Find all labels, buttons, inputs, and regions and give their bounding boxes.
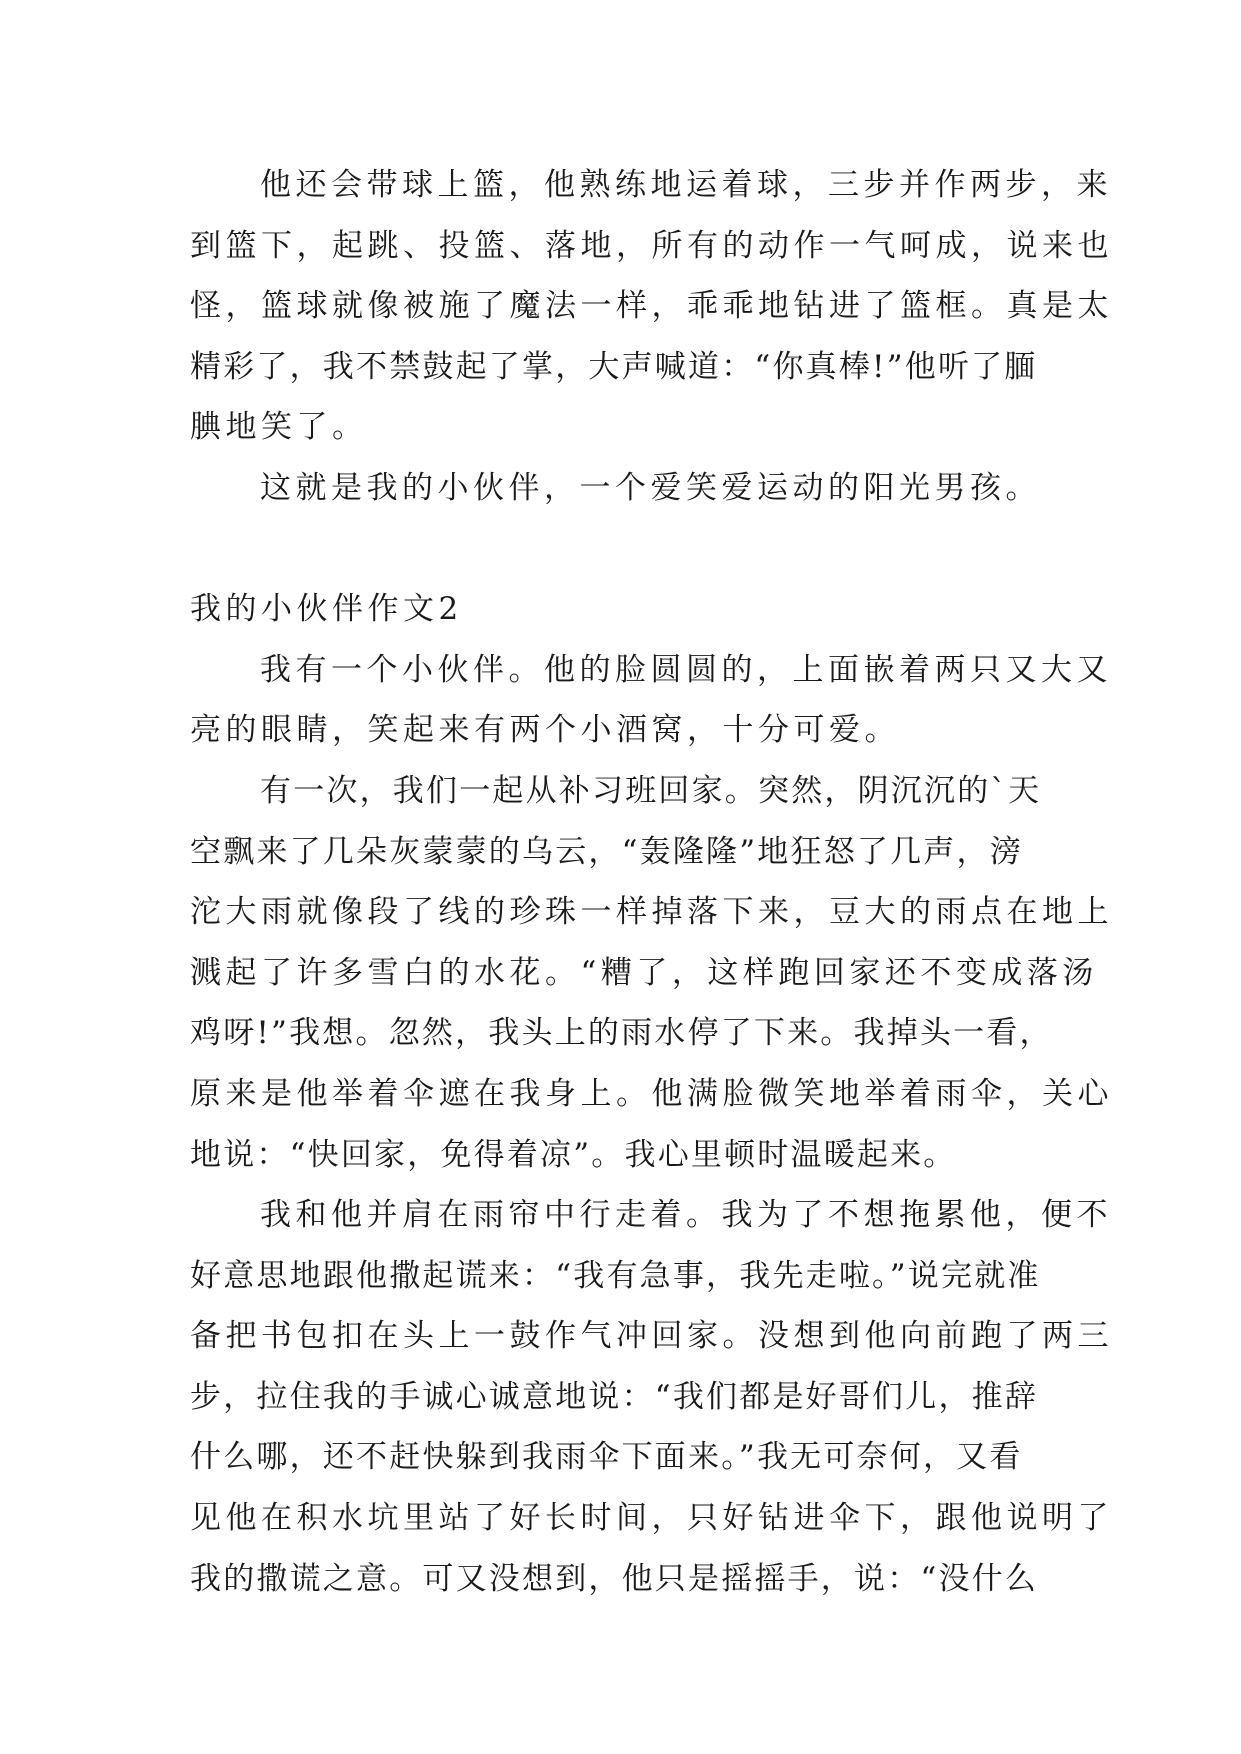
blank-line bbox=[190, 519, 1050, 580]
paragraph-line: 地说：“快回家，免得着凉”。我心里顿时温暖起来。 bbox=[190, 1136, 957, 1173]
paragraph-line: 溅起了许多雪白的水花。“糟了，这样跑回家还不变成落汤 bbox=[190, 954, 1098, 991]
paragraph-line: 到篮下，起跳、投篮、落地，所有的动作一气呵成，说来也 bbox=[190, 227, 1113, 264]
paragraph-line: 腆地笑了。 bbox=[190, 409, 368, 446]
paragraph-line: 亮的眼睛，笑起来有两个小酒窝，十分可爱。 bbox=[190, 712, 900, 749]
paragraph-line: 我和他并肩在雨帘中行走着。我为了不想拖累他，便不 bbox=[260, 1197, 1112, 1234]
paragraph-line: 这就是我的小伙伴，一个爱笑爱运动的阳光男孩。 bbox=[260, 469, 1041, 506]
paragraph-line: 鸡呀!”我想。忽然，我头上的雨水停了下来。我掉头一看， bbox=[190, 1015, 1053, 1052]
paragraph-line: 备把书包扣在头上一鼓作气冲回家。没想到他向前跑了两三 bbox=[190, 1318, 1113, 1355]
paragraph-line: 有一次，我们一起从补习班回家。突然，阴沉沉的`天 bbox=[260, 772, 1042, 809]
paragraph-line: 精彩了，我不禁鼓起了掌，大声喊道：“你真棒!”他听了腼 bbox=[190, 348, 1038, 385]
paragraph-line: 什么哪，还不赶快躲到我雨伞下面来。”我无可奈何，又看 bbox=[190, 1439, 1023, 1476]
section-heading: 我的小伙伴作文2 bbox=[190, 591, 463, 628]
document-page bbox=[190, 155, 1113, 1609]
paragraph-line: 怪，篮球就像被施了魔法一样，乖乖地钻进了篮框。真是太 bbox=[190, 288, 1113, 325]
paragraph-line: 我的撒谎之意。可又没想到，他只是摇摇手，说：“没什么 bbox=[190, 1560, 1039, 1597]
paragraph-line: 空飘来了几朵灰蒙蒙的乌云，“轰隆隆”地狂怒了几声，滂 bbox=[190, 833, 1023, 870]
paragraph-line: 沱大雨就像段了线的珍珠一样掉落下来，豆大的雨点在地上 bbox=[190, 894, 1113, 931]
paragraph-line: 见他在积水坑里站了好长时间，只好钻进伞下，跟他说明了 bbox=[190, 1500, 1113, 1537]
paragraph-line: 我有一个小伙伴。他的脸圆圆的，上面嵌着两只又大又 bbox=[260, 651, 1112, 688]
paragraph-line: 原来是他举着伞遮在我身上。他满脸微笑地举着雨伞，关心 bbox=[190, 1075, 1113, 1112]
paragraph-line: 步，拉住我的手诚心诚意地说：“我们都是好哥们儿，推辞 bbox=[190, 1378, 1039, 1415]
paragraph-line: 好意思地跟他撒起谎来：“我有急事，我先走啦。”说完就准 bbox=[190, 1257, 1041, 1294]
paragraph-line: 他还会带球上篮，他熟练地运着球，三步并作两步，来 bbox=[260, 167, 1112, 203]
